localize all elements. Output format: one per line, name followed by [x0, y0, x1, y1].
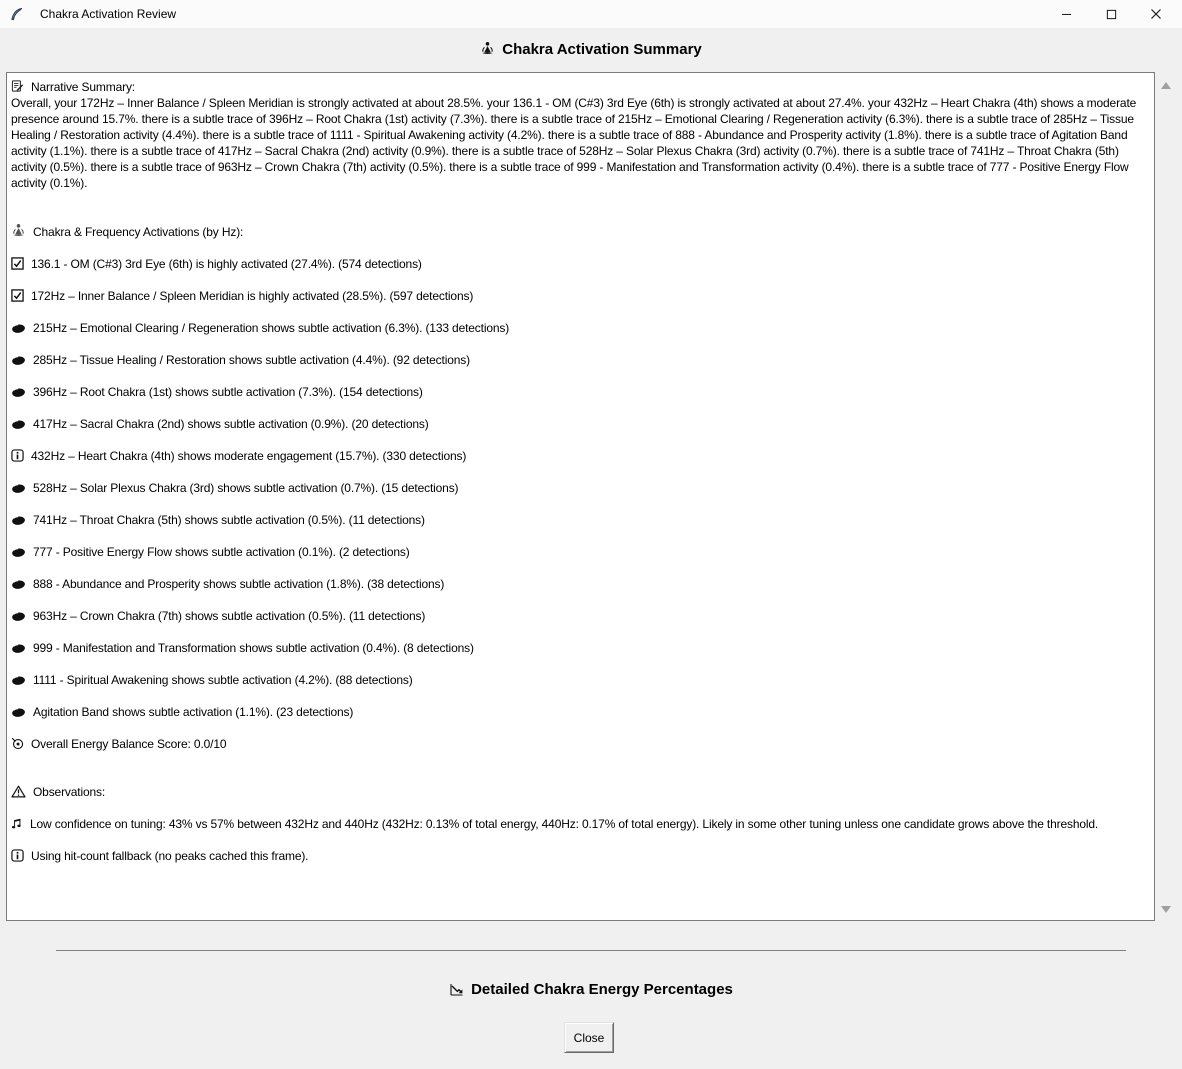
crescent-moon-icon: [11, 387, 26, 398]
meditation-icon: [480, 41, 495, 56]
warning-icon: [11, 785, 26, 798]
checked-checkbox-icon: [11, 289, 24, 302]
observation-note: Low confidence on tuning: 43% vs 57% between 432Hz and 440Hz (432Hz: 0.13% of total energy, 440Hz: 0.17% of total energy). Likely in some other tuning unless one candidate grows above the threshold.: [11, 816, 1150, 832]
close-window-button[interactable]: [1137, 0, 1182, 28]
activation-list-item: 777 - Positive Energy Flow shows subtle activation (0.1%). (2 detections): [11, 544, 1150, 560]
activation-list-item: 172Hz – Inner Balance / Spleen Meridian is highly activated (28.5%). (597 detections): [11, 288, 1150, 304]
music-note-icon: [11, 817, 23, 830]
activation-list-item: 888 - Abundance and Prosperity shows subtle activation (1.8%). (38 detections): [11, 576, 1150, 592]
crescent-moon-icon: [11, 419, 26, 430]
energy-balance-score: Overall Energy Balance Score: 0.0/10: [11, 736, 1150, 752]
maximize-button[interactable]: [1092, 0, 1137, 28]
page-title-text: Chakra Activation Summary: [502, 41, 702, 58]
crescent-moon-icon: [11, 323, 26, 334]
detail-section-title: Detailed Chakra Energy Percentages: [0, 981, 1182, 998]
activation-list-item: 215Hz – Emotional Clearing / Regeneration shows subtle activation (6.3%). (133 detections): [11, 320, 1150, 336]
maximize-icon: [1106, 9, 1117, 20]
info-icon: [11, 849, 24, 862]
scroll-up-arrow-icon[interactable]: [1161, 82, 1171, 89]
crescent-moon-icon: [11, 579, 26, 590]
activation-list-item: 285Hz – Tissue Healing / Restoration shows subtle activation (4.4%). (92 detections): [11, 352, 1150, 368]
info-icon: [11, 449, 24, 462]
vertical-scrollbar[interactable]: [1157, 72, 1176, 921]
window-controls: [1047, 0, 1182, 28]
target-icon: [11, 737, 24, 750]
narrative-body: Overall, your 172Hz – Inner Balance / Spleen Meridian is strongly activated at about 28.5%. your 136.1 - OM (C#3) 3rd Eye (6th) is strongly activated at about 27.4%. your 432Hz – Heart Chakra (4th) shows a moderate presence around 15.7%. there is a subtle trace of 396Hz – Root Chakra (1st) activity (7.3%). there is a subtle trace of 215Hz – Emotional Clearing / Regeneration activity (6.3%). there is a subtle trace of 285Hz – Tissue Healing / Restoration activity (4.4%). there is a subtle trace of 1111 - Spiritual Awakening activity (4.2%). there is a subtle trace of 888 - Abundance and Prosperity activity (1.8%). there is a subtle trace of Agitation Band activity (1.1%). there is a subtle trace of 417Hz – Sacral Chakra (2nd) activity (0.9%). there is a subtle trace of 528Hz – Solar Plexus Chakra (3rd) activity (0.7%). there is a subtle trace of 741Hz – Throat Chakra (5th) activity (0.5%). there is a subtle trace of 963Hz – Crown Chakra (7th) activity (0.5%). there is a subtle trace of 999 - Manifestation and Transformation activity (0.4%). there is a subtle trace of 777 - Positive Energy Flow activity (0.1%).: [11, 96, 1137, 190]
horizontal-separator: [56, 950, 1126, 951]
observation-notes: [11, 816, 1150, 864]
crescent-moon-icon: [11, 611, 26, 622]
activation-list-item: 432Hz – Heart Chakra (4th) shows moderate engagement (15.7%). (330 detections): [11, 448, 1150, 464]
crescent-moon-icon: [11, 515, 26, 526]
activation-list-item: 1111 - Spiritual Awakening shows subtle activation (4.2%). (88 detections): [11, 672, 1150, 688]
activation-list-item: Agitation Band shows subtle activation (1.1%). (23 detections): [11, 704, 1150, 720]
checked-checkbox-icon: [11, 257, 24, 270]
summary-text-area[interactable]: [6, 72, 1155, 921]
close-icon: [1150, 8, 1162, 20]
window-title: Chakra Activation Review: [40, 7, 177, 21]
observations-heading: Observations:: [11, 784, 1150, 800]
meditation-icon: [11, 223, 26, 238]
activation-list-item: 417Hz – Sacral Chakra (2nd) shows subtle activation (0.9%). (20 detections): [11, 416, 1150, 432]
narrative-heading: Narrative Summary:: [11, 79, 1150, 95]
activation-list-item: 136.1 - OM (C#3) 3rd Eye (6th) is highly activated (27.4%). (574 detections): [11, 256, 1150, 272]
activation-list-item: 999 - Manifestation and Transformation shows subtle activation (0.4%). (8 detections): [11, 640, 1150, 656]
feather-icon: [9, 7, 24, 22]
crescent-moon-icon: [11, 547, 26, 558]
memo-icon: [11, 79, 24, 93]
crescent-moon-icon: [11, 675, 26, 686]
crescent-moon-icon: [11, 483, 26, 494]
titlebar: [0, 0, 1182, 28]
crescent-moon-icon: [11, 355, 26, 366]
activations-heading: Chakra & Frequency Activations (by Hz):: [11, 223, 1150, 240]
activation-list-item: 528Hz – Solar Plexus Chakra (3rd) shows subtle activation (0.7%). (15 detections): [11, 480, 1150, 496]
chart-decreasing-icon: [449, 982, 464, 997]
activation-list-item: 963Hz – Crown Chakra (7th) shows subtle activation (0.5%). (11 detections): [11, 608, 1150, 624]
activation-list: [11, 256, 1150, 720]
page-title: [0, 41, 1182, 58]
crescent-moon-icon: [11, 707, 26, 718]
minimize-icon: [1061, 9, 1072, 20]
close-button[interactable]: Close: [564, 1022, 614, 1053]
observation-note: Using hit-count fallback (no peaks cached this frame).: [11, 848, 1150, 864]
activation-list-item: 396Hz – Root Chakra (1st) shows subtle activation (7.3%). (154 detections): [11, 384, 1150, 400]
activation-list-item: 741Hz – Throat Chakra (5th) shows subtle activation (0.5%). (11 detections): [11, 512, 1150, 528]
scroll-down-arrow-icon[interactable]: [1161, 906, 1171, 913]
minimize-button[interactable]: [1047, 0, 1092, 28]
crescent-moon-icon: [11, 643, 26, 654]
